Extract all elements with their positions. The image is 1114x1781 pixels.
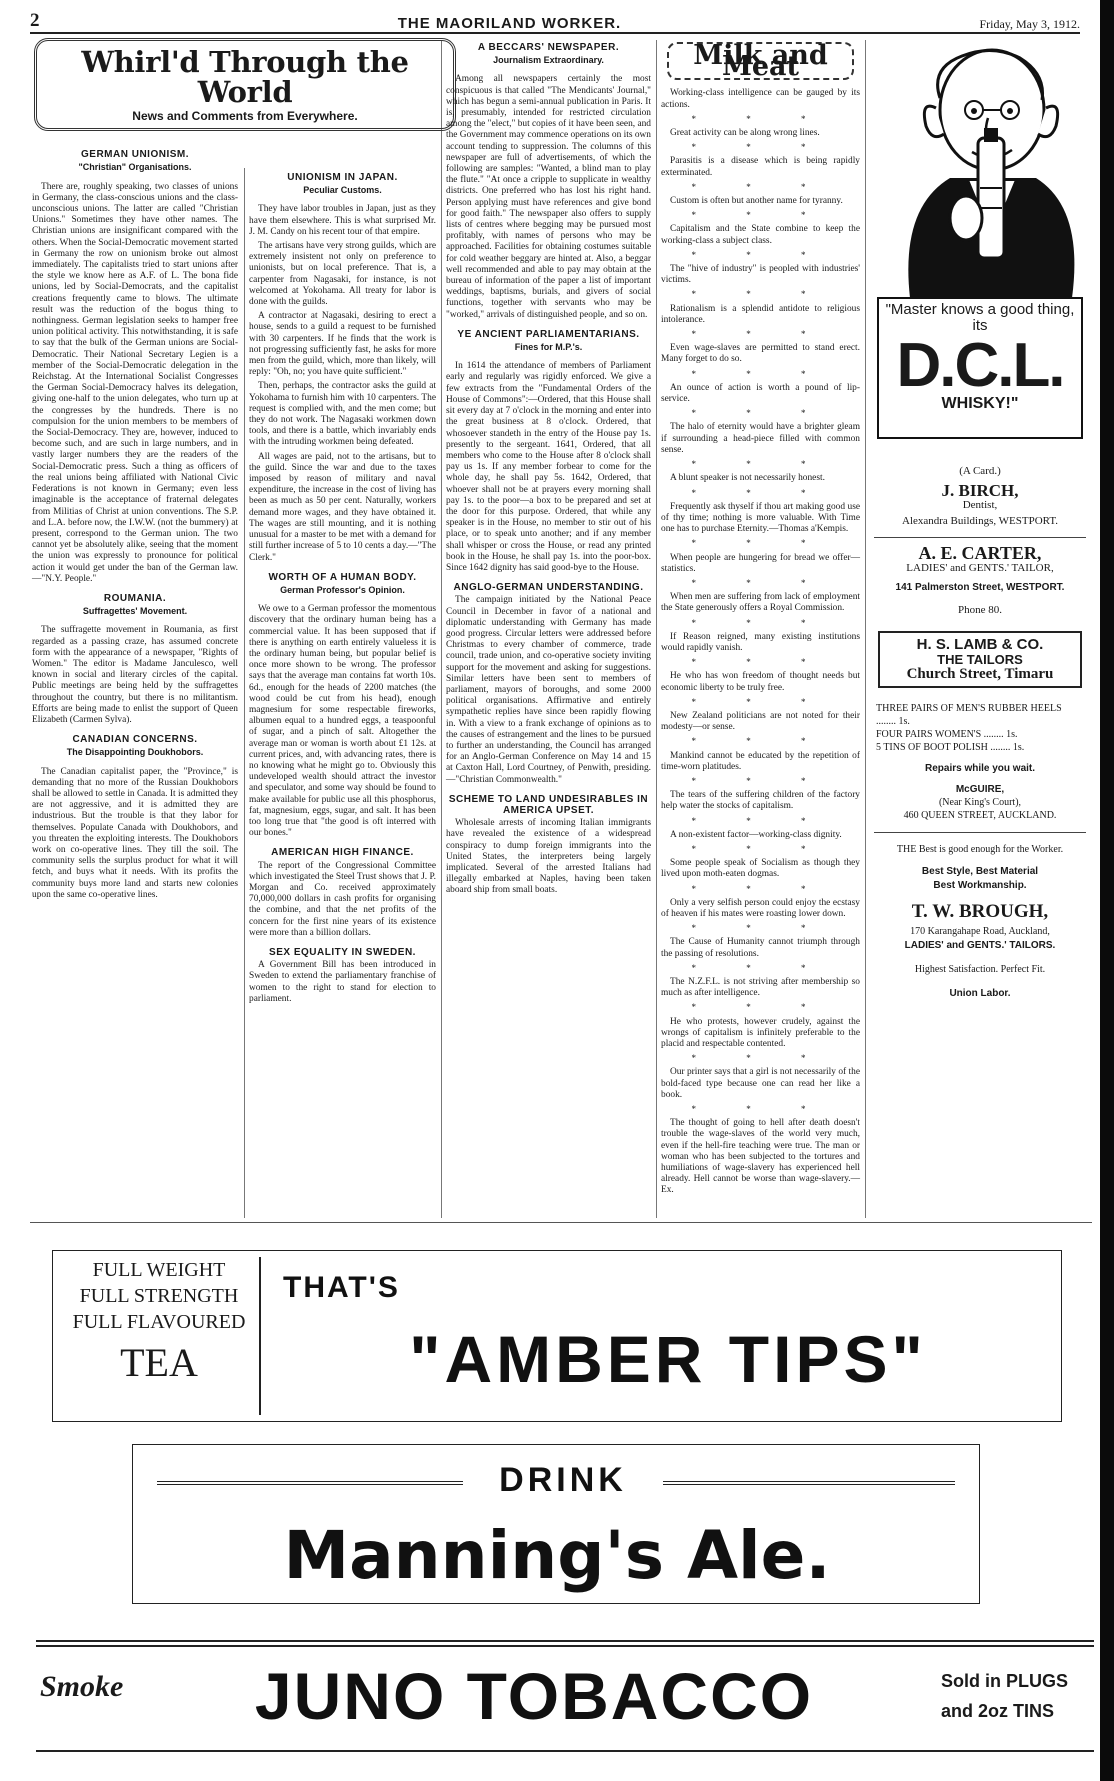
milk-and-meat-item: Working-class intelligence can be gauged by its actions. [661,88,860,110]
milk-and-meat-item: Great activity can be along wrong lines. [670,128,820,139]
mcguire-near: (Near King's Court), [938,797,1022,809]
asterism-divider: * * * [691,736,830,747]
milk-and-meat-item: The Cause of Humanity cannot triumph through the passing of resolutions. [661,937,860,959]
asterism-divider: * * * [691,696,830,707]
milk-and-meat-item: Even wage-slaves are permitted to stand erect. Many forget to do so. [661,343,860,365]
asterism-divider: * * * [691,181,830,192]
milk-and-meat-item: If Reason reigned, many existing institutions would rapidly vanish. [661,631,860,653]
article-paragraph: The campaign initiated by the National Peace Council in December in favor of a national and diplomatic understanding with Germany has made good progress. Circular letters were addressed before Christmas to every chamber of commerce, trade council, trade union, and co-operative society inviting support for the movement and asking for suggestions. Similar letters have been sent to members of parliament, mayors of boroughs, and some 2000 political organisations. Affirmative and entirely sympathetic replies have since been rapidly flowing in. With a view to a frank exchange of opinions as to the causes of estrangement and the lines to be pursued to further an understanding, the Council has arranged for an Anglo-German Conference on May 14 and 15 at Caxton Hall, Lord Courtney, of Penwith, presiding.—"Christian Commonwealth." [446,595,651,785]
article-paragraph: We owe to a German professor the momentous discovery that the ordinary human being has a commercial value. It has been supposed that if there is anything on earth entirely valueless it is the ordinary human being, but popular belief is once more shown to be wrong. The professor says that the average man contains fat worth 10s. 6d., enough for the heads of 2200 matches (the wood could be cut from his head), enough magnesium for some respectable fireworks, albumen equal to a hundred eggs, a teaspoonful of sugar, and a pinch of salt. Altogether the average man or woman is worth about £1 12s. at current prices, and, with advancing rates, there is no knowing what he might go to. Obviously this undeveloped wealth should attract the investor and speculator, and some way should be found to make available for public use all this phosphorus, fat, magnesium, eggs, sugar, and salt. It has been too long true that "the good is oft interred with our bones." [249,604,436,839]
column-4 [661,38,860,1218]
mcguire-line: 5 TINS OF BOOT POLISH ........ 1s. [876,742,1025,754]
page-header [30,6,1080,34]
milk-and-meat-item: The thought of going to hell after death doesn't trouble the wage-slaves of the world very much, even if the hell-fire teaching were true. The man or woman who has been subjected to the tortures and humiliations of wage-slavery has experienced hell already. Hell cannot be worse than wage-slavery.—Ex. [661,1118,860,1196]
tea-line: FULL STRENGTH [79,1285,239,1307]
birch-name: J. BIRCH, [941,481,1019,501]
article-paragraph: The report of the Congressional Committee which investigated the Steel Trust shows that J. P. Morgan and Co. received approximately 70,000,000 dollars in cash profits for organising the combine, and that the net profits of the concern for the first nine years of its existence were more than a billion dollars. [249,860,436,938]
and-2oz-tins: and 2oz TINS [941,1701,1055,1721]
drink-label: DRINK [463,1461,663,1500]
milk-and-meat-item: Custom is often but another name for tyranny. [670,196,843,207]
section-rule [30,1222,1092,1223]
milk-and-meat-item: When men are suffering from lack of employment the State generously offers a Royal Commission. [661,592,860,614]
article-paragraph: They have labor troubles in Japan, just as they have them elsewhere. This is what surprised Mr. J. M. Candy on his recent tour of that empire. [249,204,436,237]
mcguire-line: THREE PAIRS OF MEN'S RUBBER HEELS ........ 1s. [876,703,1062,728]
article-paragraph: In 1614 the attendance of members of Parliament early and regularly was rigidly enforced. We give a few extracts from the "Fundamental Orders of the House of Commons":—Ordered, that this House shall sit every day at 7 o'clock in the morning and enter into the great business at 8 o'clock. Ordered, that whosoever standeth in the entry of the House pay 1s. presently to the sergeant. 1641, Ordered, that all members who come to the House after 8 o'clock shall pay us 1s. If any member forbear to come for the whole day, he shall pay 5s. 1642, Ordered, that whoever shall not be at prayers every morning shall pay 1s. to the poor—a box to be prepared and set at the door for this purpose. Ordered, that while any speaker is in the House, no member to stir out of his place, or to speak unto another; and if any member shall whisper or cross the House, or read any printed book in the House, he shall pay 1s. into the poor-box. Since 1642 dignity has said good-bye to the House. [446,361,651,573]
milk-and-meat-item: When people are hungering for bread we offer—statistics. [661,552,860,574]
article-paragraph: Then, perhaps, the contractor asks the guild at Yokohama to furnish him with 10 carpenters. The request is complied with, and the men come; but they do not work. The Nagasaki workmen down tools, and there is a battle, which invariably ends with the intruding workmen being defeated. [249,381,436,448]
mcguire-repairs: Repairs while you wait. [924,763,1036,775]
asterism-divider: * * * [691,815,830,826]
carter-role: LADIES' and GENTS.' TAILOR, [906,562,1054,575]
asterism-divider: * * * [691,249,830,260]
column-2 [249,168,436,1218]
article-paragraph: A Government Bill has been introduced in Sweden to extend the parliamentary franchise of women to the right to stand for election to parliament. [249,960,436,1004]
brough-line: Best Style, Best Material [921,866,1039,878]
asterism-divider: * * * [691,408,830,419]
dcl-whisky-ad [870,38,1090,448]
asterism-divider: * * * [691,210,830,221]
column-3 [446,38,651,1218]
milk-and-meat-item: He who protests, however crudely, against the wrongs of capitalism is infinitely preferable to the placid and respectable contented. [661,1016,860,1050]
article-paragraph: There are, roughly speaking, two classes of unions in Germany, the class-conscious unions and the class-unconscious unions. The latter are called "Christian Unions." Sometimes they have other names. The Christian unions are insignificant compared with the others. When the Social-Democratic movement started in Germany the row on unionism broke out almost immediately. The capitalists tried to start unions after the style we know here as A.F. of L. The bona fide unions, led by Social-Democrats, and the capitalist creations frequently came to blows. The ultimate result was the reduction of the bogus thing to nothingness. German legislation seeks to hamper free union political activity. This notwithstanding, it is safe to say that the bulk of the German unions are Social-Democratic. Their National Secretary Legien is a member of the Social-Democratic delegation in the Reichstag. At the International Socialist Congresses the German Social-Democracy halves its delegation, giving one-half to the union delegates, who turn up at the congresses by the hundreds. There is no compulsion for the union members to be members of the Social-Democracy. They are, however, induced to become such, and are such in large numbers, and in vastly larger numbers they are the readers of the Social-Democratic press. Such a thing as officers of the real unions being affiliated with National Civic Federations is not known in Germany; even less imaginable is the acceptance of fraternal delegates from Militias of Christ at union conventions. The S.P. and L.A. before now, the I.W.W. (not the bummery) at present, correspond to the German union. The two cannot yet be absolutely alike, seeing that the moment the union was expressly to pronounce for political action it would get under the ban of the German law.—"N.Y. People." [32,181,238,584]
mcguire-line: FOUR PAIRS WOMEN'S ........ 1s. [876,729,1018,741]
article-subheading: "Christian" Organisations. [78,162,192,173]
milk-and-meat-item: Parasitis is a disease which is being rapidly exterminated. [661,156,860,178]
masthead: THE MAORILAND WORKER. [397,15,622,32]
mcguire-ad [870,702,1090,822]
asterism-divider: * * * [691,459,830,470]
asterism-divider: * * * [691,368,830,379]
tea-panel [59,1257,261,1415]
brough-name: T. W. BROUGH, [911,901,1049,923]
dcl-text-panel [880,301,1080,412]
article-heading: YE ANCIENT PARLIAMENTARIANS. [457,328,640,340]
dcl-speech: "Master knows a good thing, its [885,301,1075,334]
asterism-divider: * * * [691,1104,830,1115]
asterism-divider: * * * [691,142,830,153]
page-edge-bar [1100,0,1114,1781]
tea-line: FULL WEIGHT [92,1259,226,1281]
amber-tips-ad [52,1250,1062,1422]
column-rule [244,168,245,1218]
juno-tobacco-ad [36,1640,1094,1758]
article-paragraph: A contractor at Nagasaki, desiring to erect a house, sends to a guild a request to be furnished with 30 carpenters. If he finds that the work is not progressing sufficiently fast, he asks for more men from the guild, which, more than likely, will reply: "Oh, no; you have quite sufficient." [249,311,436,378]
asterism-divider: * * * [691,883,830,894]
carter-phone: Phone 80. [958,604,1002,617]
sold-in-plugs: Sold in PLUGS [941,1671,1069,1691]
brough-union: Union Labor. [949,988,1011,1000]
milk-and-meat-item: New Zealand politicians are not noted for their modesty—or sense. [661,710,860,733]
milk-and-meat-title: Milk and Meat [667,42,854,80]
article-subheading: German Professor's Opinion. [280,584,405,595]
article-subheading: Journalism Extraordinary. [493,55,604,66]
milk-and-meat-item: A non-existent factor—working-class dignity. [670,829,842,840]
asterism-divider: * * * [691,962,830,973]
article-heading: ROUMANIA. [103,592,167,604]
milk-and-meat-item: Rationalism is a splendid antidote to religious intolerance. [661,303,860,325]
issue-date: Friday, May 3, 1912. [979,17,1080,31]
column-5 [870,38,1090,1218]
asterism-divider: * * * [691,1002,830,1013]
article-paragraph: The suffragette movement in Roumania, as first regarded as a passing craze, has assumed concrete form with the appearance of a newspaper, "Rights of Women." The editor is Madame Janculesco, well known in social and literary circles of the capital. Public meetings are being held by the suffragettes throughout the country, but there is no militantism. Efforts are being made to enlist the support of Queen Elizabeth (Carmen Sylva). [32,625,238,725]
milk-and-meat-item: Only a very selfish person could enjoy the ecstasy of heaven if his mates were roasting lower down. [661,897,860,919]
milk-and-meat-item: The halo of eternity would have a brighter gleam if surrounding a head-piece filled with common sense. [661,422,860,455]
article-heading: UNIONISM IN JAPAN. [287,172,398,183]
asterism-divider: * * * [691,329,830,340]
milk-and-meat-item: He who has won freedom of thought needs but economic liberty to be truly free. [661,671,860,693]
mannings-ale-title: Manning's Ale. [283,1517,831,1594]
asterism-divider: * * * [691,843,830,854]
asterism-divider: * * * [691,775,830,786]
asterism-divider: * * * [691,617,830,628]
milk-and-meat-item: Our printer says that a girl is not necessarily of the bold-faced type because one can read her like a book. [661,1067,860,1100]
article-subheading: The Disappointing Doukhobors. [66,747,204,758]
asterism-divider: * * * [691,487,830,498]
carter-ad [870,542,1090,617]
article-heading: GERMAN UNIONISM. [81,149,189,161]
asterism-divider: * * * [691,289,830,300]
article-paragraph: Wholesale arrests of incoming Italian immigrants have revealed the existence of a widespread conspiracy to dump foreign immigrants into the United States, the interpreters being largely implicated. Several of the arrested Italians had illegally embarked at Naples, having been taken aboard ship from small boats. [446,818,651,896]
banner-title: Whirl'd Through the World [81,45,409,109]
brough-ad [870,843,1090,1001]
smoke-label: Smoke [40,1670,124,1703]
article-heading: SCHEME TO LAND UNDESIRABLES IN AMERICA UPSET. [448,793,649,816]
article-subheading: Peculiar Customs. [303,185,382,196]
milk-and-meat-item: Some people speak of Socialism as though they lived upon moth-eaten dogmas. [661,858,860,880]
brough-line: Best Workmanship. [933,880,1027,892]
lamb-role: THE TAILORS [937,651,1023,667]
column-rule [441,40,442,1218]
article-paragraph: The Canadian capitalist paper, the "Province," is demanding that no more of the Russian Doukhobors shall be allowed to settle in Canada. It is admitted they are not aggressive, and it is admitted they are industrious. But the trouble is that they labor for themselves. Populate Canada with Doukhobors, and you threaten the exploiting interests. The Doukhobors work on co-operative lines. They till the soil. The community sells the surplus product for what it will fetch, and buys what it needs. With its profits the community buys more land and starts new colonies upon the same co-operative lines. [32,766,238,900]
article-paragraph: Among all newspapers certainly the most conspicuous is that called "The Mendicants' Journal," which has begun a semi-annual publication in Paris. It is, presumably, intended for restricted circulation among the "elect," but copies of it have been seen, and the Government may commence operations on its own account tending to suppression. The columns of this newspaper are full of advertisements, of which the following are samples: "Wanted, a blind man to play the flute." "At once a cripple to supplicate in wealthy districts. One preferred who has lost his right hand. Person applying must have references and give bond for good faith." The newspaper also offers to supply lists of centres where begging may be pursued most profitably, with names of persons who may be approached. Facilities for obtaining costumes suitable for cold weather beggary are hinted at. Also, a beggar well recommended and able to pay may obtain at the bureau of information of the paper a list of important weddings, baptisms, burials, and givers of social functions, together with servants who may be "worked," arrivals of distinguished people, and so on. [446,74,651,320]
article-heading: A BECCARS' NEWSPAPER. [477,42,620,53]
article-subheading: Fines for M.P.'s. [514,342,583,353]
carter-address: 141 Palmerston Street, WESTPORT. [895,582,1065,594]
carter-name: A. E. CARTER, [918,542,1042,563]
mcguire-name: McGUIRE, [955,784,1005,796]
milk-and-meat-item: The "hive of industry" is peopled with industries' victims. [661,264,860,286]
banner-subtitle: News and Comments from Everywhere. [132,109,358,123]
whirld-banner [34,38,456,131]
asterism-divider: * * * [691,538,830,549]
article-subheading: Suffragettes' Movement. [82,606,188,617]
brough-satisfaction: Highest Satisfaction. Perfect Fit. [914,964,1046,976]
milk-and-meat-item: The N.Z.F.L. is not striving after membership so much as after intelligence. [661,977,860,999]
birch-role: Dentist, [962,499,998,512]
milk-and-meat-item: An ounce of action is worth a pound of lip-service. [661,382,860,405]
birch-address: Alexandra Buildings, WESTPORT. [902,514,1058,527]
brough-line: THE Best is good enough for the Worker. [896,844,1064,856]
asterism-divider: * * * [691,1053,830,1064]
asterism-divider: * * * [691,657,830,668]
brough-address: 170 Karangahape Road, Auckland, [910,926,1050,938]
lamb-address: Church Street, Timaru [906,666,1054,683]
article-heading: AMERICAN HIGH FINANCE. [271,847,414,859]
brough-role: LADIES' and GENTS.' TAILORS. [904,940,1056,952]
card-label: (A Card.) [959,465,1001,477]
milk-and-meat-item: Mankind cannot be educated by the repetition of time-worn platitudes. [661,750,860,772]
milk-and-meat-list [661,88,860,1196]
column-rule [656,40,657,1218]
article-heading: SEX EQUALITY IN SWEDEN. [269,947,416,958]
milk-and-meat-item: Frequently ask thyself if thou art making good use of thy time; nothing is more valuable. With Time one has to purchase Eternity.—Thomas a'Kempis. [661,501,860,535]
mannings-ale-ad [132,1444,980,1604]
page-number: 2 [30,10,40,31]
thats-label: THAT'S [283,1271,400,1304]
article-heading: WORTH OF A HUMAN BODY. [268,571,417,583]
milk-and-meat-item: A blunt speaker is not necessarily honest. [670,473,825,484]
column-rule [865,40,866,1218]
juno-tobacco-title: JUNO TOBACCO [254,1659,814,1733]
mcguire-address: 460 QUEEN STREET, AUCKLAND. [903,810,1057,822]
asterism-divider: * * * [691,577,830,588]
dcl-brand: D.C.L. [896,331,1064,400]
article-heading: ANGLO-GERMAN UNDERSTANDING. [453,582,644,594]
tea-word: TEA [120,1340,198,1385]
article-paragraph: All wages are paid, not to the artisans, but to the guild. Since the war and due to the taxes imposed by reason of military and naval expenditure, the increase in the cost of living has been as much as 50 per cent. Naturally, workers demand more wages, and they have obtained it. The wages are still mounting, and it is nothing unusual for a master to be met with a demand for still further increase of 5 to 10 cents a day.—"The Clerk." [249,451,437,563]
asterism-divider: * * * [691,923,830,934]
tobacco-sale-info [941,1666,1068,1726]
article-paragraph: The artisans have very strong guilds, which are extremely insistent not only on preference to unionists, but on local preference. That is, a carpenter from Nagasaki, for instance, is not welcomed at Yokohama. All treaty for labor is done with the guilds. [249,241,436,308]
birch-card [870,466,1090,527]
amber-tips-title: "AMBER TIPS" [409,1322,927,1396]
tea-line: FULL FLAVOURED [72,1311,246,1333]
asterism-divider: * * * [691,113,830,124]
article-heading: CANADIAN CONCERNS. [72,734,198,746]
milk-and-meat-item: The tears of the suffering children of the factory help water the stocks of capitalism. [661,790,860,812]
milk-and-meat-item: Capitalism and the State combine to keep the working-class a subject class. [661,224,860,246]
lamb-name: H. S. LAMB & CO. [916,635,1044,653]
lamb-ad [878,631,1082,689]
dcl-whisky: WHISKY!" [941,395,1019,412]
